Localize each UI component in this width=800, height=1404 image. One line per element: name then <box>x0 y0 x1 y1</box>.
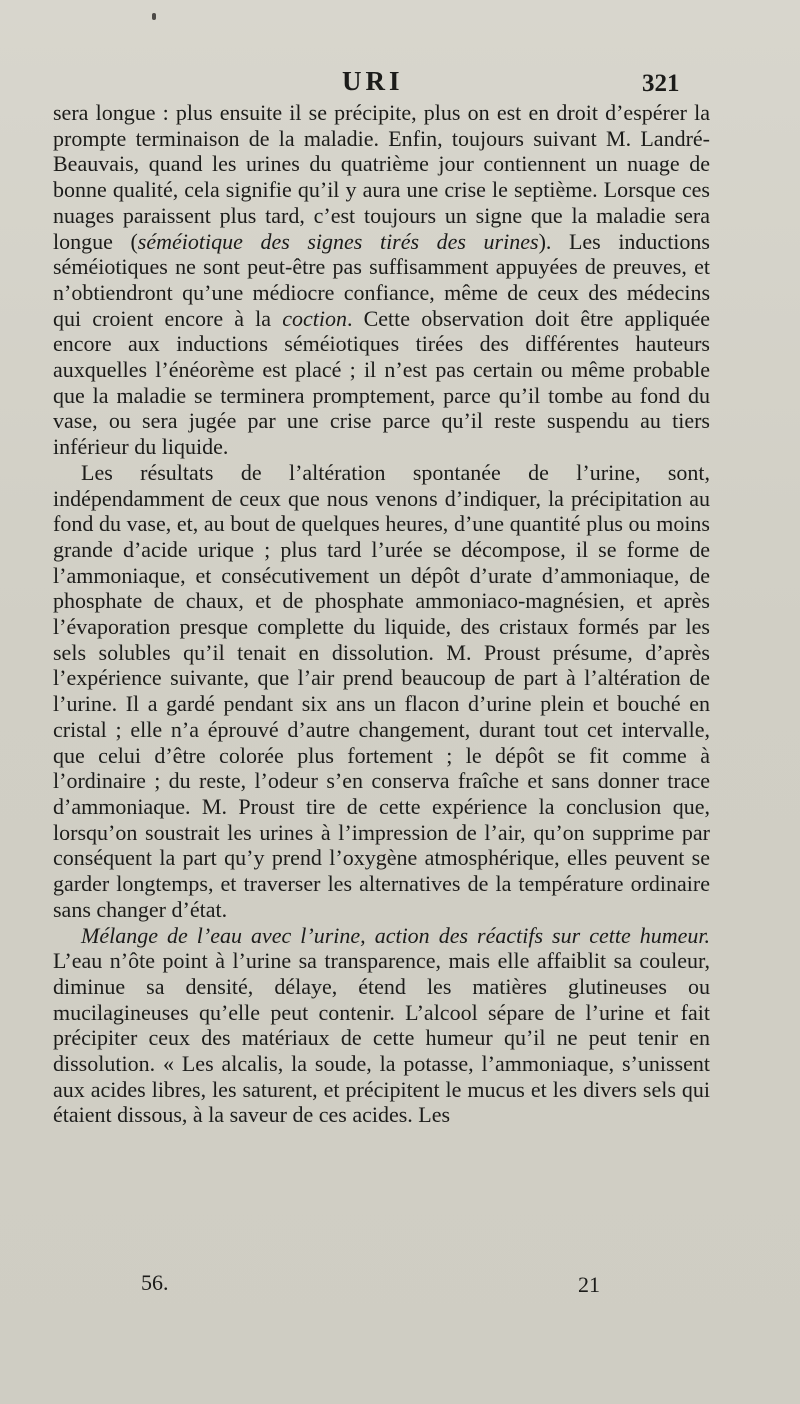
paragraph-2 <box>53 460 710 923</box>
running-head-title: URI <box>342 66 404 96</box>
ink-speck <box>152 13 156 20</box>
paragraph-1-text-run: . Cette observation doit être appliquée encore aux inductions séméiotiques tirées des différentes hauteurs auxquelles l’énéorème est placé ; il n’est pas certain ou même probable que la maladie se terminera promptement, parce qu’il tombe au fond du vase, ou sera jugée par une crise parce qu’il reste suspendu au tiers inférieur du liquide. <box>53 305 710 460</box>
paragraph-1-text-run: sera longue : plus ensuite il se précipite, plus on est en droit d’espérer la prompte terminaison de la maladie. Enfin, toujours suivant M. Landré-Beauvais, quand les urines du quatrième jour contiennent un nuage de bonne qualité, cela signifie qu’il y aura une crise le septième. Lorsque ces nuages paraissent plus tard, c’est toujours un signe que la maladie sera longue ( <box>53 100 710 254</box>
page-footer <box>0 1270 800 1300</box>
running-head <box>0 66 800 102</box>
paragraph-3-text-run: L’eau n’ôte point à l’urine sa transparence, mais elle affaiblit sa couleur, diminue sa densité, délaye, étend les matières glutineuses ou mucilagineuses qu’elle peut contenir. L’alcool sépare de l’urine et fait précipiter ceux des matériaux de cette humeur qu’il ne peut tenir en dissolution. « Les alcalis, la soude, la potasse, l’ammoniaque, s’unissent aux acides libres, les saturent, et précipitent le mucus et les divers sels qui étaient dissous, à la saveur de ces acides. Les <box>53 948 710 1128</box>
paragraph-3 <box>53 923 710 1129</box>
paragraph-3-italic-run: Mélange de l’eau avec l’urine, action des réactifs sur cette humeur. <box>81 922 710 948</box>
paragraph-1-text-run: ). Les inductions séméiotiques ne sont peut-être pas suffisamment appuyées de preuves, et n’obtiendront qu’une médiocre confiance, même de ceux des médecins qui croient encore à la <box>53 228 710 331</box>
page-text <box>53 100 710 1128</box>
page-number: 321 <box>642 70 680 97</box>
paragraph-1-italic-run: coction <box>282 305 347 331</box>
paragraph-1 <box>53 100 710 460</box>
sheet-number: 21 <box>578 1272 600 1297</box>
paragraph-1-italic-run: séméiotique des signes tirés des urines <box>137 228 539 254</box>
signature-mark: 56. <box>141 1270 169 1295</box>
paragraph-2-text-run: Les résultats de l’altération spontanée de l’urine, sont, indépendamment de ceux que nous venons d’indiquer, la précipitation au fond du vase, et, au bout de quelques heures, d’une quantité plus ou moins grande d’acide urique ; plus tard l’urée se décompose, il se forme de l’ammoniaque, et consécutivement un dépôt d’urate d’ammoniaque, de phosphate de chaux, et de phosphate ammoniaco-magnésien, et après l’évaporation presque complette du liquide, des cristaux formés par les sels solubles qu’il tenait en dissolution. M. Proust présume, d’après l’expérience suivante, que l’air prend beaucoup de part à l’altération de l’urine. Il a gardé pendant six ans un flacon d’urine plein et bouché en cristal ; elle n’a éprouvé d’autre changement, durant tout cet intervalle, que celui d’être colorée plus fortement ; le dépôt se fit comme à l’ordinaire ; du reste, l’odeur s’en conserva fraîche et sans donner trace d’ammoniaque. M. Proust tire de cette expérience la conclusion que, lorsqu’on soustrait les urines à l’impression de l’air, qu’on supprime par conséquent la part qu’y prend l’oxygène atmosphérique, elles peuvent se garder longtemps, et traverser les alternatives de la température ordinaire sans changer d’état. <box>53 459 710 922</box>
